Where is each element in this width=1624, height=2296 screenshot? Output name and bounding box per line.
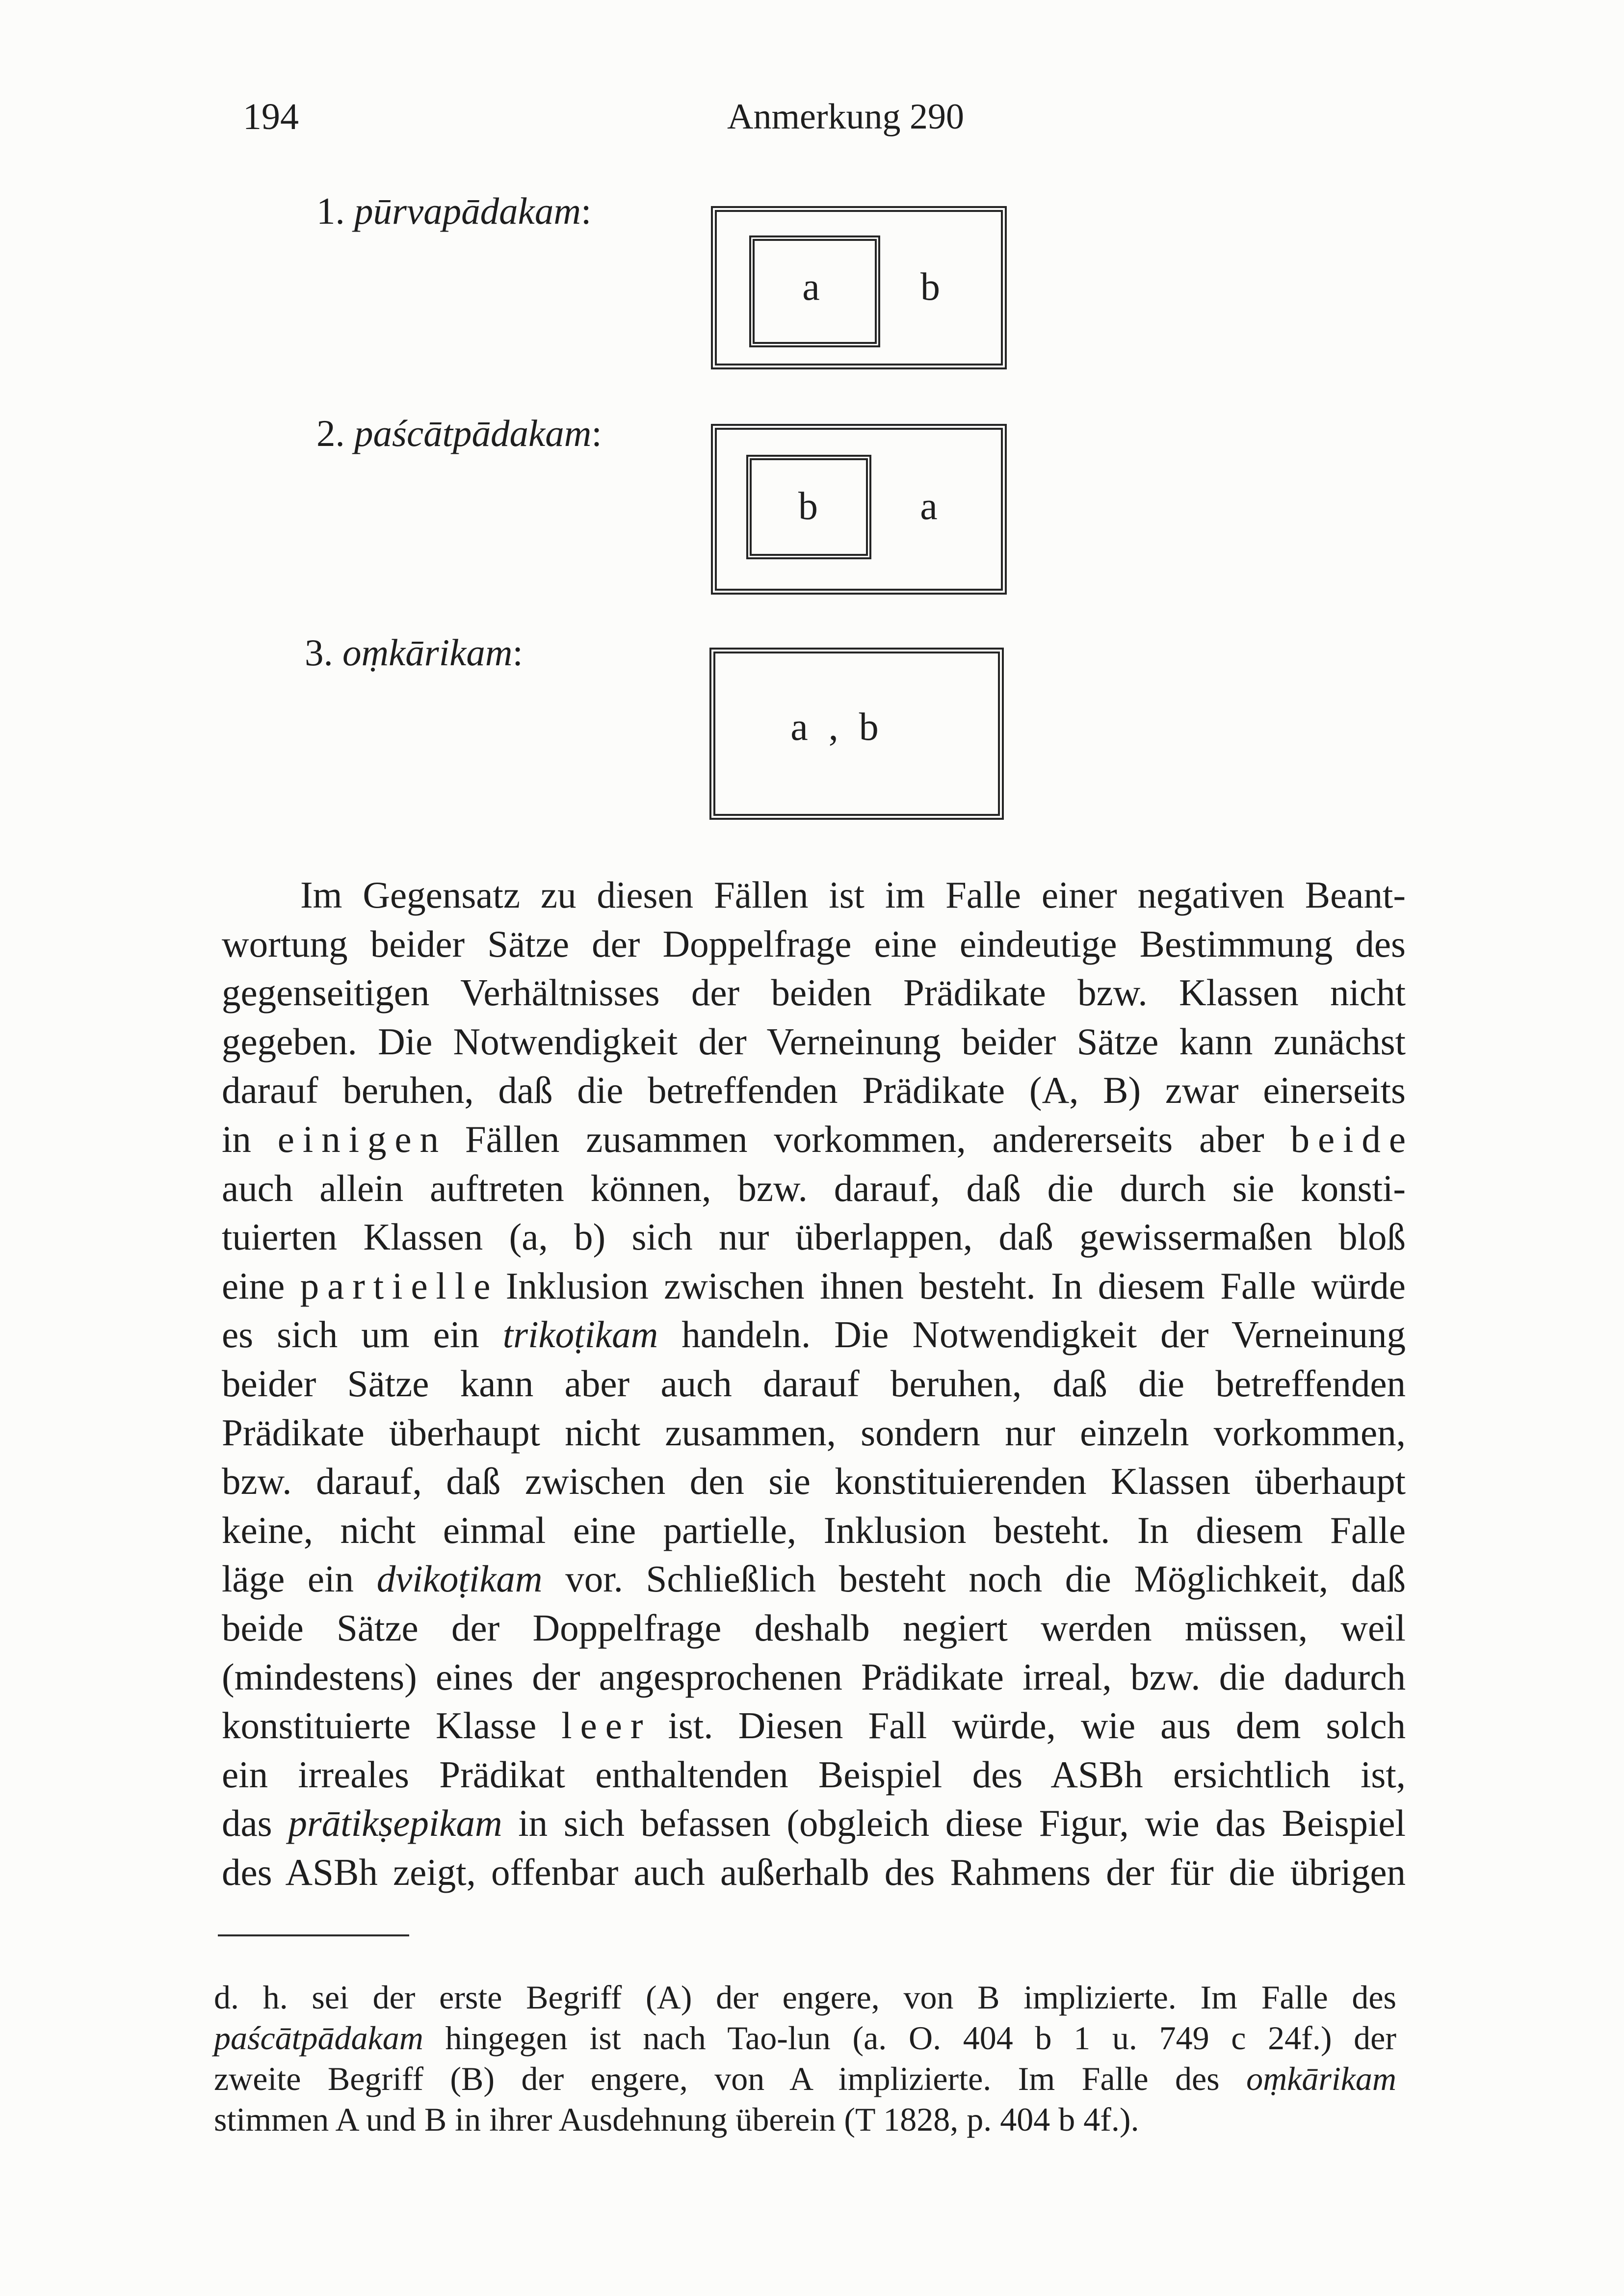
emphasized-word: leer xyxy=(561,1704,652,1747)
text-run: gegenseitigen Verhältnisses der beiden Prädikate bzw. Klassen nicht xyxy=(222,971,1406,1014)
text-run: eine xyxy=(222,1264,300,1307)
sanskrit-term: trikoṭikam xyxy=(502,1313,658,1356)
figure-term: paścātpādakam xyxy=(354,412,592,454)
emphasized-word: beide xyxy=(1290,1118,1414,1160)
paragraph-line xyxy=(222,968,1406,1018)
text-run: in xyxy=(222,1118,278,1160)
page-number: 194 xyxy=(243,96,299,137)
text-run: d. h. sei der erste Begriff (A) der engere, von B implizierte. Im Falle des xyxy=(214,1979,1396,2016)
sanskrit-term: prātikṣepikam xyxy=(288,1802,502,1845)
text-run: Fällen zusammen vorkommen, andererseits aber xyxy=(439,1118,1291,1160)
text-run: darauf beruhen, daß die betreffenden Prädikate (A, B) zwar einerseits xyxy=(222,1069,1406,1112)
paragraph-line xyxy=(222,1506,1406,1555)
figure-3-caption xyxy=(305,630,523,675)
paragraph-line xyxy=(222,1457,1406,1506)
footnote xyxy=(214,1977,1396,2140)
footnote-line xyxy=(214,2099,1396,2140)
footnote-line xyxy=(214,2018,1396,2059)
text-run: in sich befassen (obgleich diese Figur, wie das Beispiel xyxy=(502,1802,1406,1845)
sanskrit-term: dvikoṭikam xyxy=(376,1558,543,1600)
figure-1-caption xyxy=(316,189,591,233)
paragraph-line xyxy=(222,1653,1406,1702)
text-run: Inklusion zwischen ihnen besteht. In diesem Falle würde xyxy=(490,1264,1406,1307)
body-paragraph xyxy=(222,871,1414,1897)
text-run: Prädikate überhaupt nicht zusammen, sondern nur einzeln vorkommen, xyxy=(222,1411,1406,1454)
paragraph-line xyxy=(222,1262,1406,1311)
paragraph-line xyxy=(222,1018,1406,1067)
paragraph-line xyxy=(222,1555,1406,1604)
text-run: läge ein xyxy=(222,1558,377,1600)
paragraph-line xyxy=(222,1066,1406,1115)
paragraph-line xyxy=(222,1409,1406,1458)
footnote-line xyxy=(214,2059,1396,2099)
text-run: es sich um ein xyxy=(222,1313,503,1356)
paragraph-line xyxy=(222,1213,1406,1262)
figure-2-inner-label: b xyxy=(798,485,818,528)
text-run: des ASBh zeigt, offenbar auch außerhalb des Rahmens der für die übrigen xyxy=(222,1851,1406,1893)
figure-2-caption xyxy=(316,411,602,455)
paragraph-line xyxy=(222,1604,1406,1653)
emphasized-word: partielle xyxy=(300,1264,499,1307)
text-run: ist. Diesen Fall würde, wie aus dem solch xyxy=(643,1704,1406,1747)
figure-number: 2. xyxy=(316,412,345,454)
text-run: handeln. Die Notwendigkeit der Verneinung xyxy=(658,1313,1406,1356)
text-run: ein irreales Prädikat enthaltenden Beispiel des ASBh ersichtlich ist, xyxy=(222,1753,1406,1796)
text-run: (mindestens) eines der angesprochenen Prädikate irreal, bzw. die dadurch xyxy=(222,1655,1406,1698)
figure-1-inner-label: a xyxy=(802,265,820,309)
figure-number: 1. xyxy=(316,190,345,232)
text-run: wortung beider Sätze der Doppelfrage eine eindeutige Bestimmung des xyxy=(222,922,1406,965)
text-run: Im Gegensatz zu diesen Fällen ist im Falle einer negativen Beant- xyxy=(300,874,1406,916)
text-run: konstituierte Klasse xyxy=(222,1704,562,1747)
emphasized-word: einigen xyxy=(277,1118,447,1160)
figure-2-outer-label: a xyxy=(920,485,938,528)
paragraph-line xyxy=(222,871,1406,920)
figure-1-outer-label: b xyxy=(920,265,940,309)
paragraph-line xyxy=(222,1701,1406,1750)
figure-term: pūrvapādakam xyxy=(354,190,581,232)
paragraph-line xyxy=(222,1750,1406,1800)
paragraph-line xyxy=(222,1164,1406,1213)
sanskrit-term: paścātpādakam xyxy=(214,2019,423,2057)
footnote-line xyxy=(214,1977,1396,2018)
text-run: tuierten Klassen (a, b) sich nur überlappen, daß gewissermaßen bloß xyxy=(222,1216,1406,1258)
footnote-rule xyxy=(218,1934,409,1936)
paragraph-line xyxy=(222,1848,1406,1897)
text-run: hingegen ist nach Tao-lun (a. O. 404 b 1 u. 749 c 24f.) der xyxy=(423,2019,1396,2057)
text-run: vor. Schließlich besteht noch die Möglichkeit, daß xyxy=(542,1558,1406,1600)
paragraph-line xyxy=(222,1310,1406,1359)
figure-3-label: a , b xyxy=(790,705,879,749)
text-run: keine, nicht einmal eine partielle, Inklusion besteht. In diesem Falle xyxy=(222,1509,1406,1551)
figure-colon: : xyxy=(591,412,602,454)
figure-number: 3. xyxy=(305,631,333,674)
text-run: auch allein auftreten können, bzw. darauf, daß die durch sie konsti- xyxy=(222,1167,1406,1209)
figure-colon: : xyxy=(580,190,592,232)
text-run: bzw. darauf, daß zwischen den sie konstituierenden Klassen überhaupt xyxy=(222,1460,1406,1503)
paragraph-line xyxy=(222,1799,1406,1848)
paragraph-line xyxy=(222,920,1406,969)
text-run: beide Sätze der Doppelfrage deshalb negiert werden müssen, weil xyxy=(222,1606,1406,1649)
figure-colon: : xyxy=(512,631,523,674)
sanskrit-term: oṃkārikam xyxy=(1246,2060,1396,2097)
text-run: zweite Begriff (B) der engere, von A implizierte. Im Falle des xyxy=(214,2060,1247,2097)
text-run: gegeben. Die Notwendigkeit der Verneinung beider Sätze kann zunächst xyxy=(222,1020,1406,1063)
text-run: stimmen A und B in ihrer Ausdehnung überein (T 1828, p. 404 b 4f.). xyxy=(214,2101,1139,2138)
running-title: Anmerkung 290 xyxy=(727,97,964,137)
text-run: beider Sätze kann aber auch darauf beruhen, daß die betreffenden xyxy=(222,1362,1406,1405)
paragraph-line xyxy=(222,1115,1414,1164)
paragraph-line xyxy=(222,1359,1406,1409)
text-run: das xyxy=(222,1802,288,1845)
figure-term: oṃkārikam xyxy=(342,631,513,674)
